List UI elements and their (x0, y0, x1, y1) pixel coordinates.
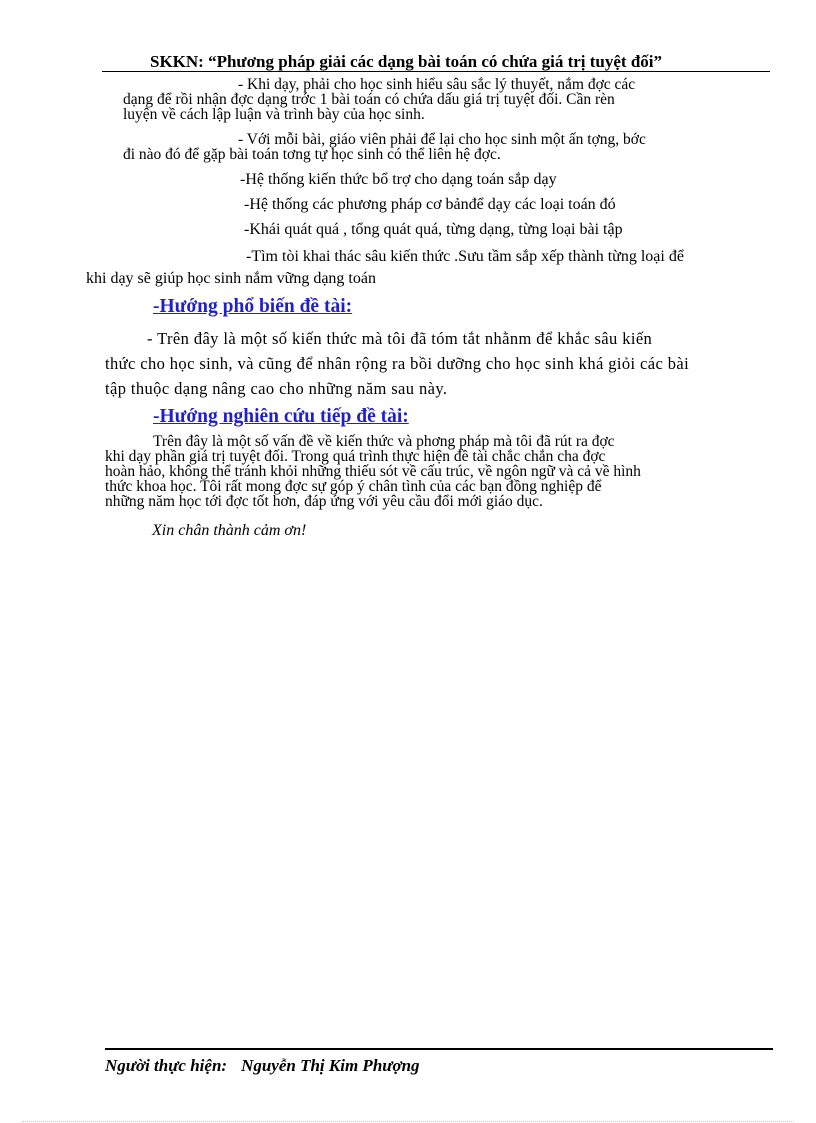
bullet-generalize: -Khái quát quá , tổng quát quá, từng dạng, từng loại bài tập (244, 221, 623, 238)
bullet-supporting-knowledge: -Hệ thống kiến thức bổ trợ cho dạng toán sắp dạy (240, 171, 557, 188)
footer-label: Người thực hiện: (105, 1056, 228, 1075)
text-line: những năm học tới đợc tốt hơn, đáp ứng với yêu cầu đổi mới giáo dục. (105, 493, 543, 510)
text-line: luyện về cách lập luận và trình bày của học sinh. (123, 106, 425, 123)
header-divider (102, 71, 770, 72)
text-line: hoàn hảo, không thể tránh khỏi những thiếu sót về cấu trúc, về ngôn ngữ và cả về hình (105, 463, 641, 480)
text-line: tập thuộc dạng nâng cao cho những năm sau này. (105, 379, 448, 398)
text-line: dạng để rồi nhận đợc dạng trớc 1 bài toán có chứa dấu giá trị tuyệt đối. Cần rèn (123, 91, 615, 108)
text-line: đi nào đó để gặp bài toán tơng tự học sinh có thể liên hệ đợc. (123, 146, 501, 163)
bullet-basic-methods: -Hệ thống các phương pháp cơ bảnđể dạy các loại toán đó (244, 196, 616, 213)
text-line: thức cho học sinh, và cũng để nhân rộng ra bồi dưỡng cho học sinh khá giỏi các bài (105, 354, 690, 373)
text-line: khi dạy sẽ giúp học sinh nắm vững dạng toán (86, 270, 376, 287)
closing-thanks: Xin chân thành cảm ơn! (152, 522, 307, 539)
section-further-research-body (105, 434, 641, 509)
section-dissemination-body (105, 326, 689, 401)
bullet-leave-impression (123, 132, 646, 162)
text-line: Trên đây là một số vấn đề về kiến thức và phơng pháp mà tôi đã rút ra đợc (153, 433, 615, 450)
text-line: - Với mỗi bài, giáo viên phải để lại cho học sinh một ấn tợng, bớc (238, 131, 646, 148)
text-line: -Tìm tòi khai thác sâu kiến thức .Sưu tầm sắp xếp thành từng loại để (246, 248, 684, 265)
page-header-title: SKKN: “Phương pháp giải các dạng bài toán có chứa giá trị tuyệt đối” (150, 52, 663, 71)
text-line: - Khi dạy, phải cho học sinh hiểu sâu sắc lý thuyết, nắm đợc các (238, 76, 636, 93)
text-line: thức khoa học. Tôi rất mong đợc sự góp ý chân tình của các bạn đồng nghiệp để (105, 478, 602, 495)
text-line: khi dạy phần giá trị tuyệt đối. Trong quá trình thực hiện đề tài chắc chắn cha đợc (105, 448, 606, 465)
bullet-explore-knowledge (86, 246, 684, 290)
footer-divider (105, 1048, 773, 1050)
text-line: - Trên đây là một số kiến thức mà tôi đã tóm tắt nhằnm để khắc sâu kiến (147, 329, 653, 348)
section-heading-further-research: -Hướng nghiên cứu tiếp đề tài: (153, 406, 409, 427)
section-heading-dissemination: -Hướng phổ biến đề tài: (153, 296, 353, 317)
page-bottom-edge (22, 1121, 794, 1122)
footer-author: Nguyễn Thị Kim Phượng (241, 1056, 420, 1075)
page-footer (105, 1056, 420, 1076)
bullet-understand-theory (123, 77, 635, 122)
